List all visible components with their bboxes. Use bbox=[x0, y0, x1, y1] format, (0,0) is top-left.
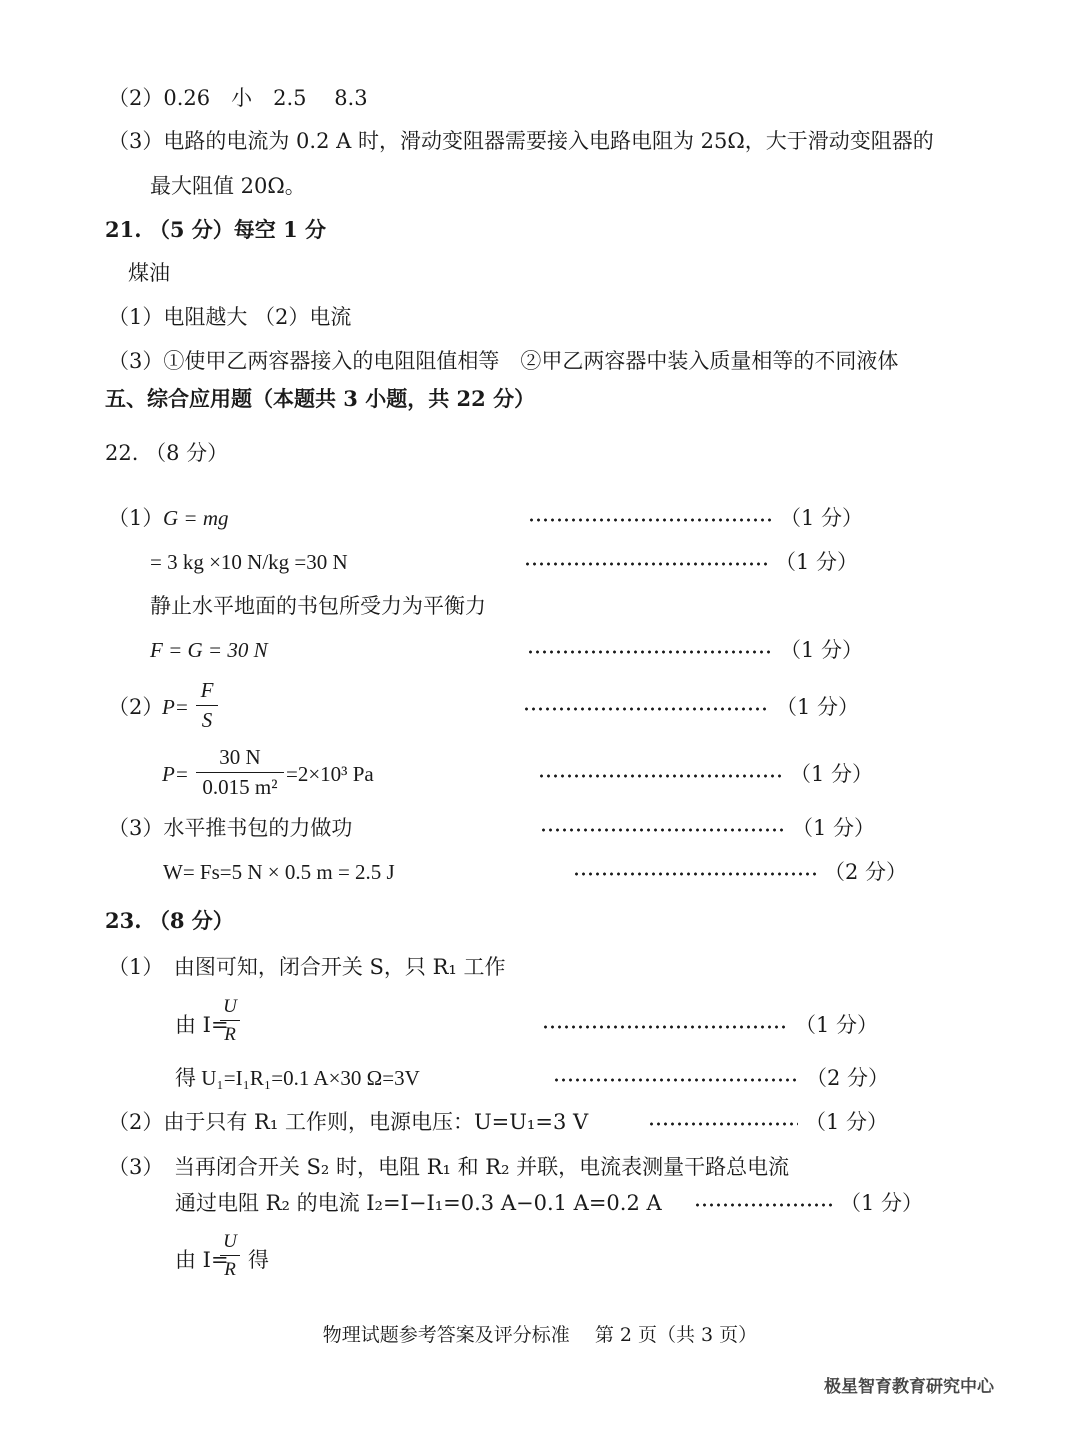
score-mark: （1 分） bbox=[790, 762, 874, 786]
score-leader bbox=[694, 1203, 834, 1207]
score-leader bbox=[540, 828, 785, 832]
q22-fraction-pressure bbox=[196, 747, 284, 798]
q22-heading: 22. （8 分） bbox=[105, 441, 229, 465]
score-leader bbox=[527, 650, 772, 654]
score-leader bbox=[553, 1078, 798, 1082]
fraction-numerator: F bbox=[200, 678, 214, 702]
q23-part3-line1: （3） 当再闭合开关 S₂ 时，电阻 R₁ 和 R₂ 并联，电流表测量干路总电流 bbox=[108, 1155, 790, 1179]
q22-eq-work: W= Fs=5 N × 0.5 m = 2.5 J bbox=[163, 860, 395, 884]
fraction-numerator: U bbox=[223, 1231, 237, 1252]
score-leader bbox=[648, 1122, 798, 1126]
q22-part1-label: （1） bbox=[108, 506, 164, 530]
q23-heading: 23. （8 分） bbox=[105, 908, 234, 933]
q22-eq-weight: G = mg bbox=[163, 506, 229, 530]
score-mark: （1 分） bbox=[840, 1191, 924, 1215]
q21-answer-3: （3）①使甲乙两容器接入的电阻阻值相等 ②甲乙两容器中装入质量相等的不同液体 bbox=[108, 349, 899, 373]
q23-part3-line2: 通过电阻 R₂ 的电流 I₂=I−I₁=0.3 A−0.1 A=0.2 A bbox=[175, 1191, 662, 1215]
page-footer: 物理试题参考答案及评分标准 第 2 页（共 3 页） bbox=[322, 1324, 758, 1346]
q20-answer-3-line1: （3）电路的电流为 0.2 A 时，滑动变阻器需要接入电路电阻为 25Ω，大于滑动变阻器的 bbox=[108, 129, 934, 153]
q23-ohm-law-prefix: 由 I= bbox=[175, 1248, 229, 1272]
q23-ohm-law-prefix: 由 I= bbox=[175, 1013, 229, 1037]
score-leader bbox=[538, 774, 783, 778]
score-mark: （1 分） bbox=[792, 816, 876, 840]
q22-pressure-var: P bbox=[162, 695, 175, 719]
score-mark: （2 分） bbox=[806, 1066, 890, 1090]
q23-part2: （2）由于只有 R₁ 工作则，电源电压：U=U₁=3 V bbox=[108, 1110, 589, 1134]
score-mark: （1 分） bbox=[795, 1013, 879, 1037]
score-mark: （2 分） bbox=[824, 860, 908, 884]
q22-eq-force: F = G = 30 N bbox=[150, 638, 268, 662]
score-leader bbox=[542, 1025, 787, 1029]
fraction-numerator: 30 N bbox=[219, 745, 261, 769]
score-mark: （1 分） bbox=[776, 695, 860, 719]
q22-eq-weight-value: = 3 kg ×10 N/kg =30 N bbox=[150, 550, 348, 574]
q22-pressure-result: =2×10³ Pa bbox=[286, 762, 374, 786]
q22-part2-label: （2） bbox=[108, 695, 164, 719]
score-mark: （1 分） bbox=[775, 550, 859, 574]
q21-answer-0: 煤油 bbox=[128, 261, 170, 285]
q22-pressure-var: P bbox=[162, 762, 175, 786]
q23-fraction-u-over-r bbox=[220, 997, 240, 1044]
q23-de: 得 bbox=[248, 1248, 269, 1272]
q22-fraction-f-over-s bbox=[196, 680, 218, 731]
q21-heading: 21. （5 分）每空 1 分 bbox=[105, 217, 327, 242]
score-mark: （1 分） bbox=[805, 1110, 889, 1134]
q20-answer-2: （2）0.26 小 2.5 8.3 bbox=[108, 86, 368, 110]
fraction-denominator: R bbox=[224, 1024, 236, 1045]
watermark-brand: 极星智育教育研究中心 bbox=[824, 1377, 994, 1397]
q23-part1: （1） 由图可知，闭合开关 S，只 R₁ 工作 bbox=[108, 955, 506, 979]
score-mark: （1 分） bbox=[780, 506, 864, 530]
fraction-denominator: S bbox=[201, 708, 213, 732]
fraction-denominator: R bbox=[224, 1259, 236, 1280]
q23-eq-voltage: 得 U₁=I₁R₁=0.1 A×30 Ω=3V bbox=[175, 1066, 420, 1090]
q22-equals: = bbox=[176, 762, 188, 786]
fraction-denominator: 0.015 m² bbox=[202, 775, 278, 799]
q20-answer-3-line2: 最大阻值 20Ω。 bbox=[150, 174, 306, 198]
score-mark: （1 分） bbox=[780, 638, 864, 662]
fraction-numerator: U bbox=[223, 996, 237, 1017]
q22-part3: （3）水平推书包的力做功 bbox=[108, 816, 353, 840]
score-leader bbox=[523, 707, 768, 711]
score-leader bbox=[528, 518, 773, 522]
q22-balance-text: 静止水平地面的书包所受力为平衡力 bbox=[150, 594, 486, 618]
q23-fraction-u-over-r bbox=[220, 1232, 240, 1279]
score-leader bbox=[524, 562, 769, 566]
q22-equals: = bbox=[176, 695, 188, 719]
section-5-heading: 五、综合应用题（本题共 3 小题，共 22 分） bbox=[105, 386, 536, 411]
q21-answer-1: （1）电阻越大 （2）电流 bbox=[108, 305, 352, 329]
score-leader bbox=[573, 872, 818, 876]
